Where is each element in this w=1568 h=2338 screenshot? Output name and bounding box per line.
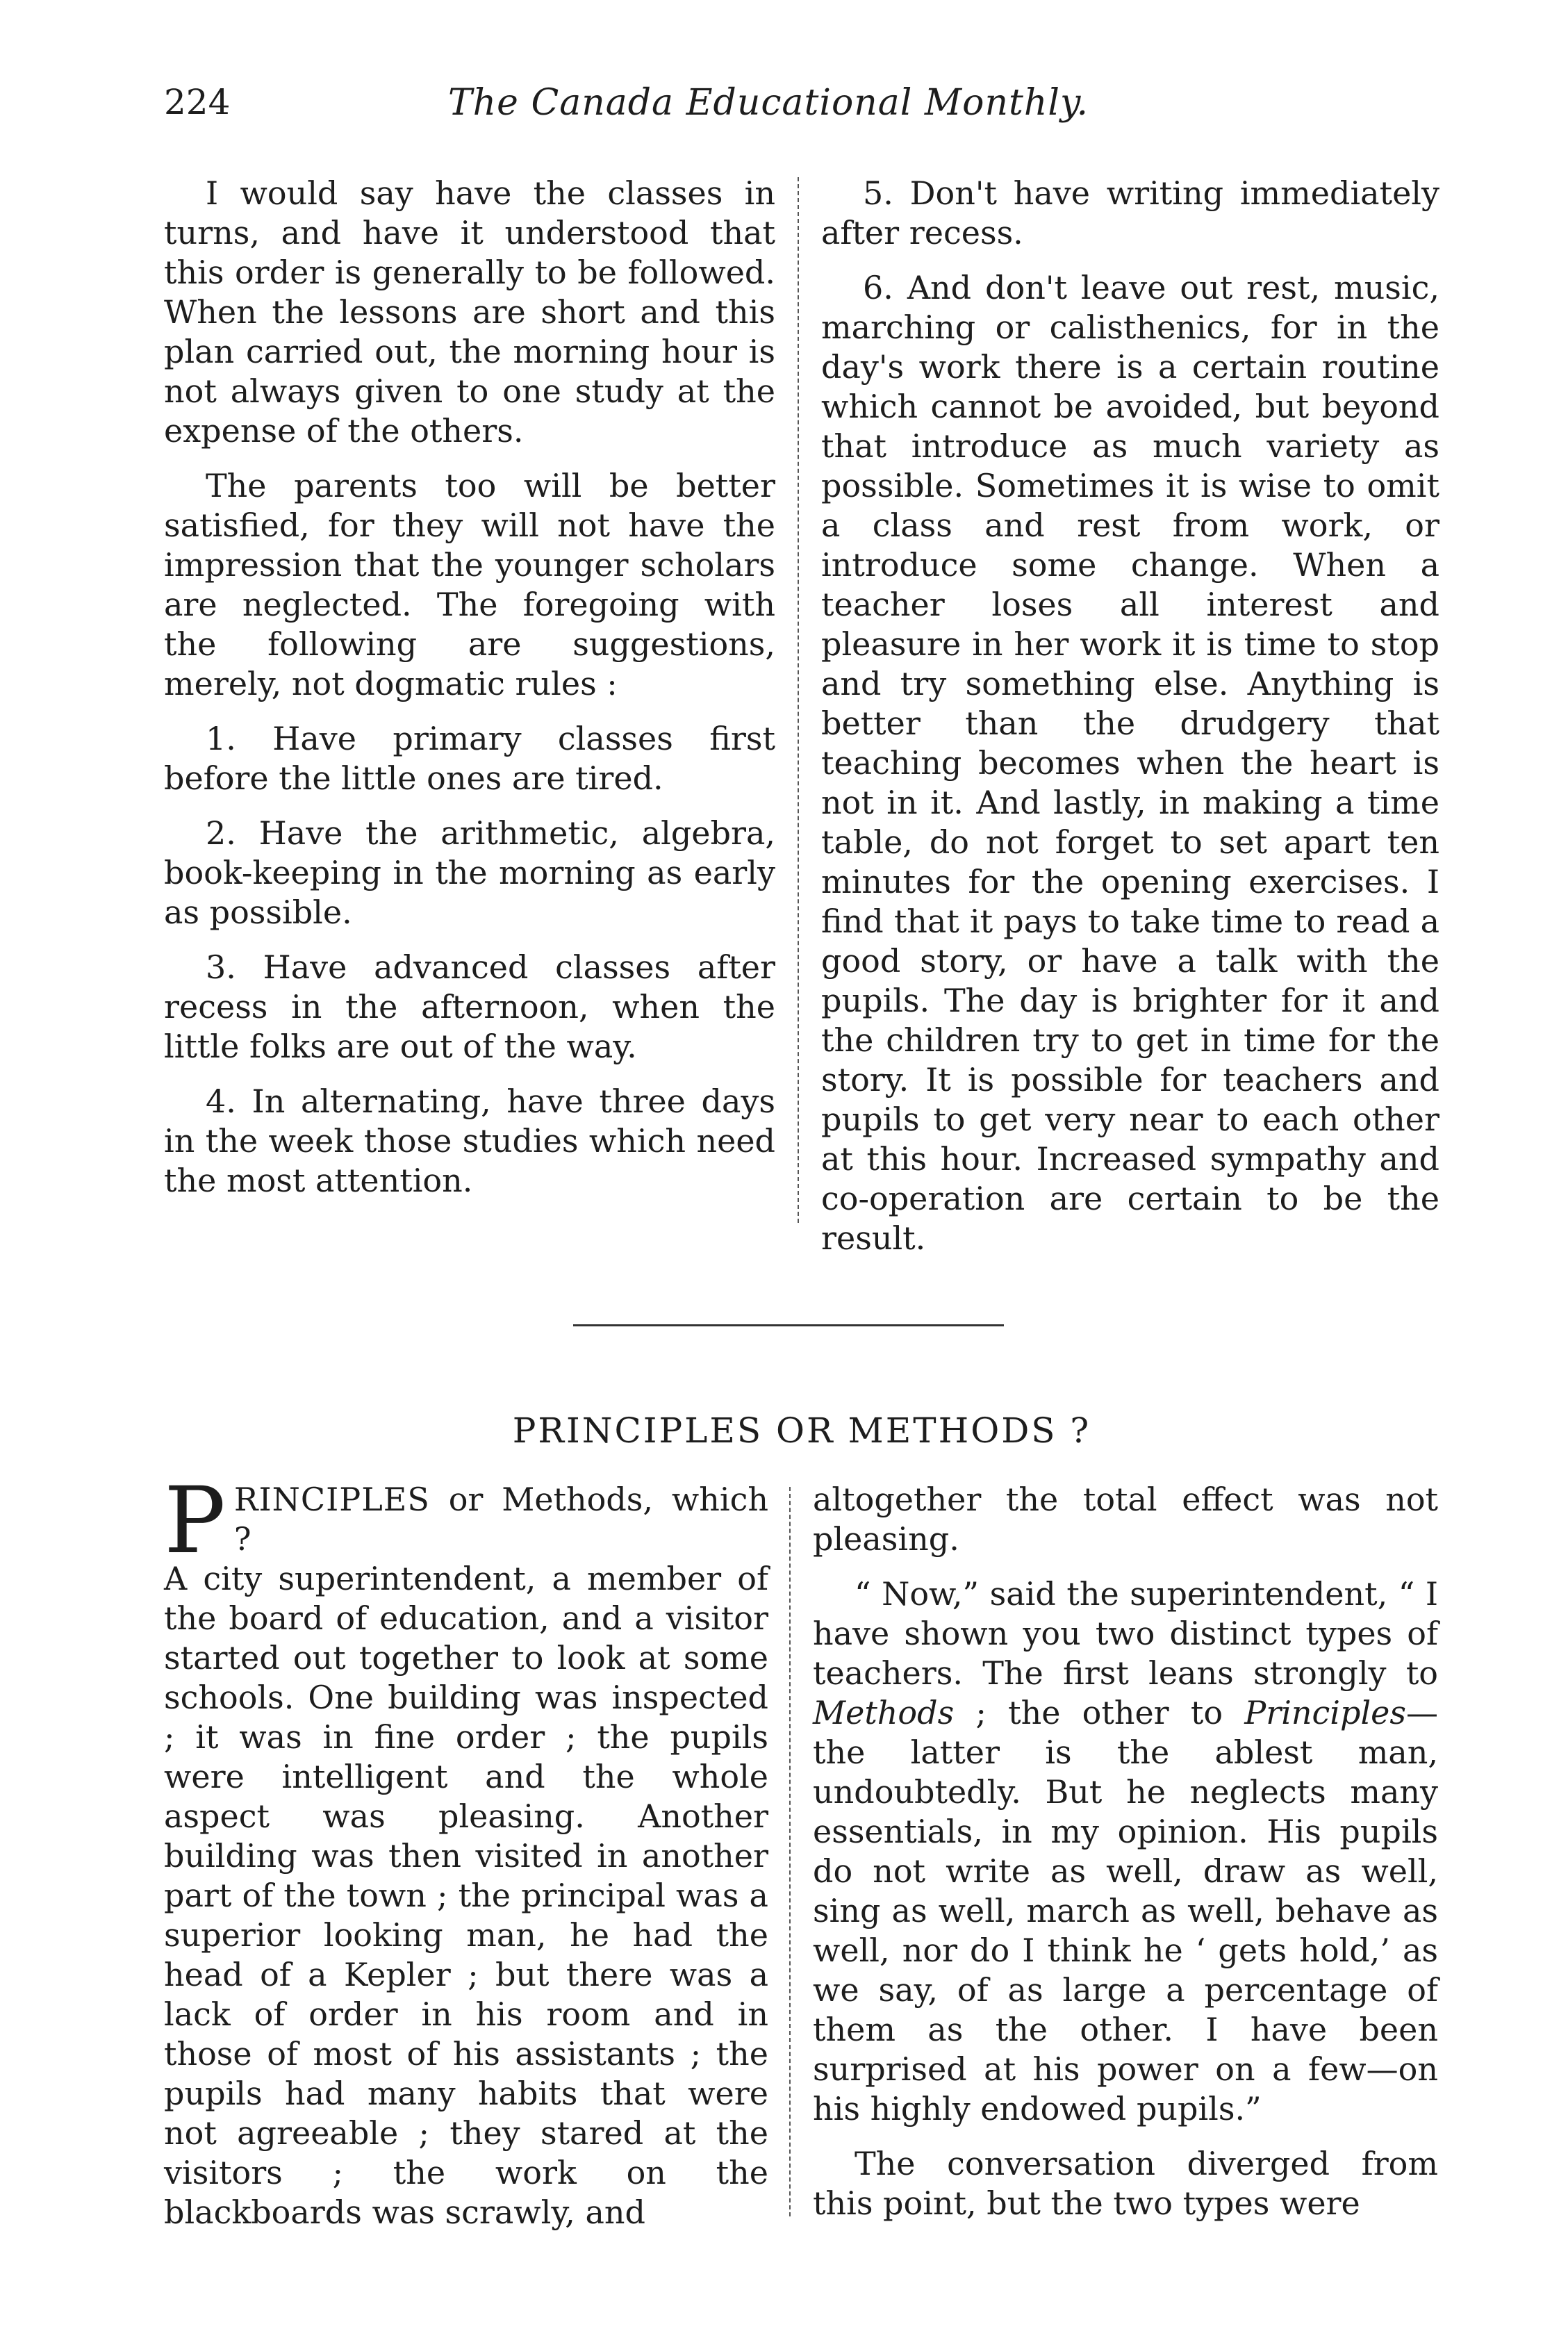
opening-question: or Methods, which ? xyxy=(233,1481,768,1558)
journal-title: The Canada Educational Monthly. xyxy=(448,82,1089,124)
page-number: 224 xyxy=(164,82,231,122)
paragraph: I would say have the classes in turns, and have it understood that this order is generally to be followed. When the lessons are short and this plan carried out, the morning hour is not always given to one study at the expense of the others. xyxy=(164,174,775,450)
paragraph-text: A city superintendent, a member of the board of education, and a visitor started out together to look at some schools. One building was inspected ; it was in fine order ; the pupils were intelligent and the whole aspect was pleasing. Another building was then visited in another part of the town ; the principal was a superior looking man, he had the head of a Kepler ; but there was a lack of order in his room and in those of most of his assistants ; the pupils had many habits that were not agreeable ; they stared at the visitors ; the work on the blackboards was scrawly, and xyxy=(164,1560,768,2231)
italic-methods: Methods xyxy=(813,1694,955,1731)
lead-word: RINCIPLES xyxy=(233,1481,430,1518)
opening-paragraph xyxy=(164,1467,768,2232)
text-run: — the latter is the ablest man, undoubtedly. But he neglects many essentials, in my opinion. His pupils do not write as well, draw as well, sing as well, march as well, behave as well, nor do I think he ‘ gets hold,’ as we say, of as large a percentage of them as the other. I have been surprised at his power on a few—on his highly endowed pupils.” xyxy=(813,1694,1438,2127)
list-item: 4. In alternating, have three days in the week those studies which need the most attention. xyxy=(164,1082,775,1199)
paragraph xyxy=(813,1574,1438,2129)
article1-left-column xyxy=(164,174,775,1216)
article1-right-column xyxy=(821,174,1439,1274)
list-item: 5. Don't have writing immediately after recess. xyxy=(821,174,1439,252)
list-item: 3. Have advanced classes after recess in the afternoon, when the little folks are out of the way. xyxy=(164,948,775,1065)
article-title: PRINCIPLES OR METHODS ? xyxy=(512,1410,1091,1451)
column-divider xyxy=(798,177,799,1223)
paragraph: The parents too will be better satisfied, for they will not have the impression that the younger scholars are neglected. The foregoing with the following are suggestions, merely, not dogmatic rules : xyxy=(164,467,775,702)
list-item: 1. Have primary classes first before the little ones are tired. xyxy=(164,720,775,797)
paragraph: altogether the total effect was not pleasing. xyxy=(813,1481,1438,1558)
page-header xyxy=(164,82,1373,138)
column-divider xyxy=(789,1487,791,2216)
text-run: “ Now,” said the superintendent, “ I have shown you two distinct types of teachers. The first leans strongly to xyxy=(813,1575,1438,1692)
article2-left-column xyxy=(164,1467,768,2248)
list-item: 2. Have the arithmetic, algebra, book-keeping in the morning as early as possible. xyxy=(164,814,775,931)
section-separator-rule xyxy=(573,1324,1004,1326)
list-item: 6. And don't leave out rest, music, marching or calisthenics, for in the day's work there is a certain routine which cannot be avoided, but beyond that introduce as much variety as possible. Sometimes it is wise to omit a class and rest from work, or introduce some change. When a teacher loses all interest and pleasure in her work it is time to stop and try something else. Anything is better than the drudgery that teaching becomes when the heart is not in it. And lastly, in making a time table, do not forget to set apart ten minutes for the opening exercises. I find that it pays to take time to read a good story, or have a talk with the pupils. The day is brighter for it and the children try to get in time for the story. It is possible for teachers and pupils to get very near to each other at this hour. Increased sympathy and co-operation are certain to be the result. xyxy=(821,269,1439,1257)
drop-cap: P xyxy=(164,1467,226,1574)
article2-right-column xyxy=(813,1480,1438,2239)
text-run: ; the other to xyxy=(954,1694,1245,1731)
italic-principles: Principles xyxy=(1244,1694,1406,1731)
paragraph: The conversation diverged from this point, but the two types were xyxy=(813,2145,1438,2222)
